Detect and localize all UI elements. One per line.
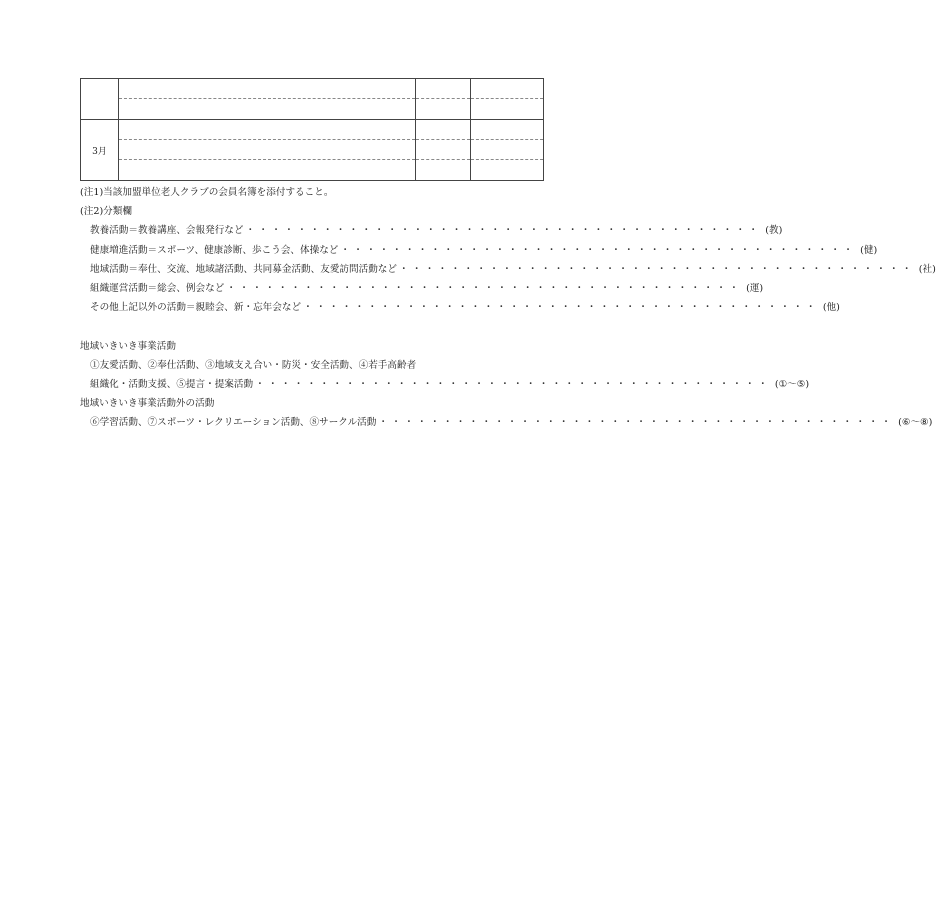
category-code: (教) xyxy=(765,225,783,237)
dashed-divider xyxy=(471,160,543,180)
leader-dots: ・・・・・・・・・・・・・・・・・・・・・・・・・・・・・・・・・・・・・・・・ xyxy=(378,417,895,429)
activity-content-cell xyxy=(119,120,416,181)
dashed-divider xyxy=(119,120,415,140)
blank-line xyxy=(80,317,550,336)
dashed-divider xyxy=(119,99,415,119)
participants-cell xyxy=(416,79,471,120)
table-row xyxy=(81,79,544,120)
leader-dots: ・・・・・・・・・・・・・・・・・・・・・・・・・・・・・・・・・・・・・・・・ xyxy=(303,302,819,314)
dashed-divider xyxy=(119,140,415,160)
note-2-title: (注2)分類欄 xyxy=(80,206,132,218)
category-row xyxy=(80,260,936,279)
dashed-divider xyxy=(471,140,543,160)
category-text: 教養活動＝教養講座、会報発行など xyxy=(90,225,244,237)
section-1-text: 組織化・活動支援、⑤提言・提案活動 xyxy=(90,379,254,391)
dashed-divider xyxy=(416,160,470,180)
activity-content-cell xyxy=(119,79,416,120)
leader-dots: ・・・・・・・・・・・・・・・・・・・・・・・・・・・・・・・・・・・・・・・・ xyxy=(340,244,857,256)
dashed-divider xyxy=(471,99,543,119)
section-1-line-2 xyxy=(80,375,810,394)
table-row xyxy=(81,120,544,181)
participants-cell xyxy=(416,120,471,181)
category-text: 地域活動＝奉仕、交流、地域諸活動、共同募金活動、友愛訪問活動など xyxy=(90,263,397,275)
leader-dots: ・・・・・・・・・・・・・・・・・・・・・・・・・・・・・・・・・・・・・・・・ xyxy=(399,263,915,275)
section-1-code: (①〜⑤) xyxy=(774,379,810,391)
dashed-divider xyxy=(119,160,415,180)
category-cell xyxy=(471,120,544,181)
month-cell xyxy=(81,79,119,120)
category-cell xyxy=(471,79,544,120)
dashed-divider xyxy=(416,120,470,140)
activity-table xyxy=(80,78,544,181)
dashed-divider xyxy=(416,140,470,160)
category-text: 組織運営活動＝総会、例会など xyxy=(90,283,225,295)
category-row xyxy=(80,241,878,260)
section-1-line-1: ①友愛活動、②奉仕活動、③地域支え合い・防災・安全活動、④若手高齢者 xyxy=(90,359,417,371)
notes-section xyxy=(80,183,936,433)
dashed-divider xyxy=(416,99,470,119)
dashed-divider xyxy=(416,79,470,99)
dashed-divider xyxy=(471,79,543,99)
section-2-title: 地域いきいき事業活動外の活動 xyxy=(80,398,215,410)
dashed-divider xyxy=(119,79,415,99)
category-code: (社) xyxy=(918,263,936,275)
section-1-title: 地域いきいき事業活動 xyxy=(80,340,176,352)
category-code: (他) xyxy=(822,302,840,314)
category-text: 健康増進活動＝スポーツ、健康診断、歩こう会、体操など xyxy=(90,244,339,256)
leader-dots: ・・・・・・・・・・・・・・・・・・・・・・・・・・・・・・・・・・・・・・・・ xyxy=(226,283,743,295)
dashed-divider xyxy=(471,120,543,140)
category-code: (運) xyxy=(746,283,764,295)
section-2-text: ⑥学習活動、⑦スポーツ・レクリエーション活動、⑧サークル活動 xyxy=(90,417,377,429)
category-row xyxy=(80,221,783,240)
category-row xyxy=(80,298,840,317)
month-label: 3月 xyxy=(92,146,107,157)
category-code: (健) xyxy=(860,244,878,256)
section-2-code: (⑥〜⑧) xyxy=(898,417,933,429)
note-1: (注1)当該加盟単位老人クラブの会員名簿を添付すること。 xyxy=(80,187,334,198)
category-row xyxy=(80,279,764,298)
month-cell xyxy=(81,120,119,181)
section-2-line-1 xyxy=(80,413,933,432)
leader-dots: ・・・・・・・・・・・・・・・・・・・・・・・・・・・・・・・・・・・・・・・・ xyxy=(255,379,771,391)
leader-dots: ・・・・・・・・・・・・・・・・・・・・・・・・・・・・・・・・・・・・・・・・ xyxy=(245,225,762,237)
category-text: その他上記以外の活動＝親睦会、新・忘年会など xyxy=(90,302,302,314)
